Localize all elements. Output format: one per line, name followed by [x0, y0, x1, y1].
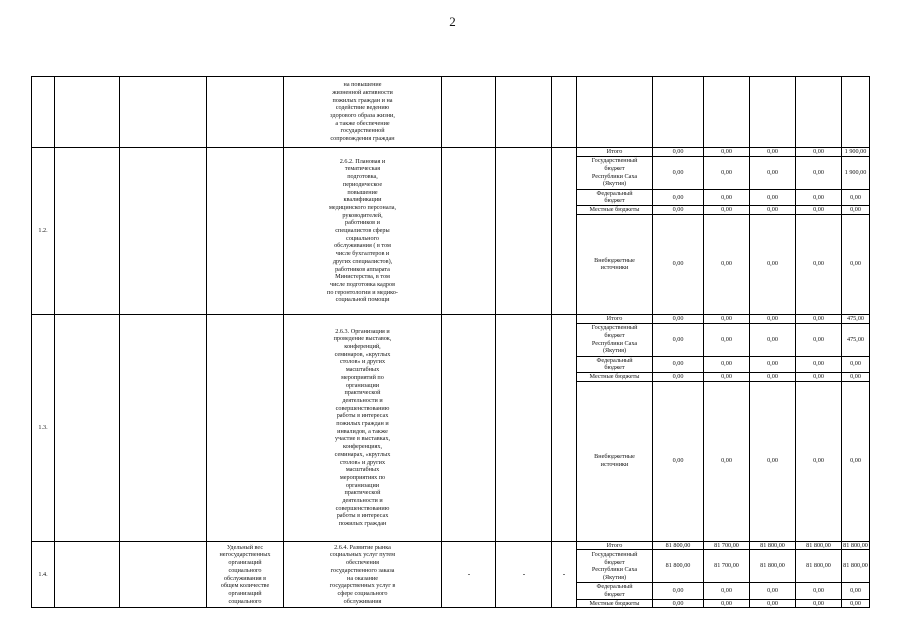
- value-cell: 0,00: [653, 189, 704, 205]
- value-cell: 0,00: [704, 206, 750, 215]
- value-cell: 0,00: [796, 206, 842, 215]
- source-label: Местные бюджеты: [577, 372, 653, 381]
- indicator-text: [207, 148, 284, 315]
- value-cell: 0,00: [796, 372, 842, 381]
- value-cell: 81 800,00: [750, 541, 796, 550]
- table-row: [32, 148, 870, 157]
- table-row: [32, 541, 870, 550]
- source-label: Итого: [577, 541, 653, 550]
- value-cell: 0,00: [842, 214, 870, 314]
- value-cell: 0,00: [704, 583, 750, 599]
- value-cell: 1 900,00: [842, 156, 870, 189]
- value-cell: 0,00: [704, 189, 750, 205]
- value-cell: 0,00: [842, 356, 870, 372]
- value-cell: 0,00: [653, 381, 704, 541]
- value-cell: 0,00: [704, 156, 750, 189]
- measure-text: 2.6.4. Развитие рынка социальных услуг путем обеспечения государственного заказа на оказание государственных услуг в сфере социального обслуживания: [284, 541, 442, 608]
- value-cell: 0,00: [704, 214, 750, 314]
- value-cell: 0,00: [750, 381, 796, 541]
- value-cell: 0,00: [704, 323, 750, 356]
- value-cell: 81 800,00: [653, 550, 704, 583]
- value-cell: 0,00: [704, 314, 750, 323]
- value-cell: 0,00: [750, 323, 796, 356]
- value-cell: 0,00: [796, 356, 842, 372]
- program-table: [31, 76, 870, 608]
- dot-mark: [563, 574, 565, 575]
- row-number: 1.2.: [32, 148, 55, 315]
- measure-text: на повышение жизненной активности пожилых граждан и на содействие ведению здорового образа жизни, а также обеспечение государственной сопровождения граждан: [284, 77, 442, 148]
- value-cell: 0,00: [750, 148, 796, 157]
- value-cell: 0,00: [750, 356, 796, 372]
- value-cell: 81 700,00: [704, 550, 750, 583]
- value-cell: 0,00: [653, 206, 704, 215]
- value-cell: 1 900,00: [842, 148, 870, 157]
- row-number: 1.3.: [32, 314, 55, 541]
- page-number: 2: [449, 14, 456, 29]
- source-label: Государственный бюджет Республики Саха (Якутия): [577, 156, 653, 189]
- value-cell: 0,00: [704, 372, 750, 381]
- value-cell: 0,00: [796, 189, 842, 205]
- row-number: 1.4.: [32, 541, 55, 608]
- table-row: [32, 77, 870, 148]
- value-cell: 0,00: [796, 214, 842, 314]
- value-cell: 81 800,00: [750, 550, 796, 583]
- source-label: Внебюджетные источники: [577, 214, 653, 314]
- source-label: Итого: [577, 148, 653, 157]
- value-cell: 81 800,00: [796, 541, 842, 550]
- value-cell: 0,00: [653, 372, 704, 381]
- value-cell: 0,00: [750, 314, 796, 323]
- dot-mark: [468, 574, 470, 575]
- source-label: Федеральный бюджет: [577, 356, 653, 372]
- value-cell: 475,00: [842, 314, 870, 323]
- value-cell: 0,00: [653, 314, 704, 323]
- value-cell: 0,00: [704, 356, 750, 372]
- value-cell: 0,00: [750, 599, 796, 608]
- source-label: Местные бюджеты: [577, 206, 653, 215]
- value-cell: 0,00: [842, 206, 870, 215]
- value-cell: 0,00: [796, 156, 842, 189]
- value-cell: 0,00: [653, 356, 704, 372]
- value-cell: 0,00: [653, 148, 704, 157]
- indicator-text: [207, 314, 284, 541]
- value-cell: 0,00: [750, 583, 796, 599]
- value-cell: 0,00: [796, 583, 842, 599]
- value-cell: 81 800,00: [842, 550, 870, 583]
- source-label: Государственный бюджет Республики Саха (Якутия): [577, 550, 653, 583]
- value-cell: 0,00: [842, 189, 870, 205]
- table-body: [32, 148, 870, 608]
- value-cell: 0,00: [842, 583, 870, 599]
- value-cell: 0,00: [704, 381, 750, 541]
- value-cell: 0,00: [750, 189, 796, 205]
- value-cell: 0,00: [796, 381, 842, 541]
- value-cell: 0,00: [796, 599, 842, 608]
- measure-text: 2.6.3. Организация и проведение выставок, конференций, семинаров, «круглых столов» и других масштабных мероприятий по организации практической деятельности и совершенствованию работы в интересах пожилых граждан и инвалидов, а также участие в выставках, конференциях, семинарах, «круглых столов» и других масштабных мероприятиях по организации практической деятельности и совершенствованию работы в интересах пожилых граждан: [284, 314, 442, 541]
- value-cell: 0,00: [750, 156, 796, 189]
- value-cell: 0,00: [796, 314, 842, 323]
- table-row: [32, 314, 870, 323]
- indicator-text: Удельный вес негосударственных организаций социального обслуживания в общем количестве организаций социального: [207, 541, 284, 608]
- value-cell: 0,00: [796, 148, 842, 157]
- value-cell: 0,00: [750, 214, 796, 314]
- value-cell: 0,00: [704, 148, 750, 157]
- value-cell: 0,00: [653, 323, 704, 356]
- source-label: Федеральный бюджет: [577, 189, 653, 205]
- source-label: Федеральный бюджет: [577, 583, 653, 599]
- source-label: Итого: [577, 314, 653, 323]
- value-cell: 475,00: [842, 323, 870, 356]
- value-cell: 0,00: [653, 156, 704, 189]
- value-cell: 81 700,00: [704, 541, 750, 550]
- value-cell: 0,00: [842, 599, 870, 608]
- value-cell: 0,00: [842, 381, 870, 541]
- source-label: Государственный бюджет Республики Саха (Якутия): [577, 323, 653, 356]
- value-cell: 0,00: [796, 323, 842, 356]
- dot-mark: [523, 574, 525, 575]
- source-label: Внебюджетные источники: [577, 381, 653, 541]
- value-cell: 0,00: [750, 372, 796, 381]
- value-cell: 0,00: [653, 214, 704, 314]
- value-cell: 0,00: [750, 206, 796, 215]
- value-cell: 0,00: [653, 599, 704, 608]
- value-cell: 0,00: [704, 599, 750, 608]
- value-cell: 81 800,00: [843, 541, 868, 549]
- value-cell: 81 800,00: [796, 550, 842, 583]
- value-cell: 81 800,00: [653, 541, 704, 550]
- value-cell: 0,00: [653, 583, 704, 599]
- measure-text: 2.6.2. Плановая и тематическая подготовка, периодическое повышение квалификации медицинского персонала, руководителей, работников и специалистов сферы социального обслуживания ( в том числе бухгалтеров и других специалистов), работников аппарата Министерства, в том числе подготовка кадров по геронтологии и медико- социальной помощи: [284, 148, 442, 315]
- source-label: Местные бюджеты: [577, 599, 653, 608]
- value-cell: 0,00: [842, 372, 870, 381]
